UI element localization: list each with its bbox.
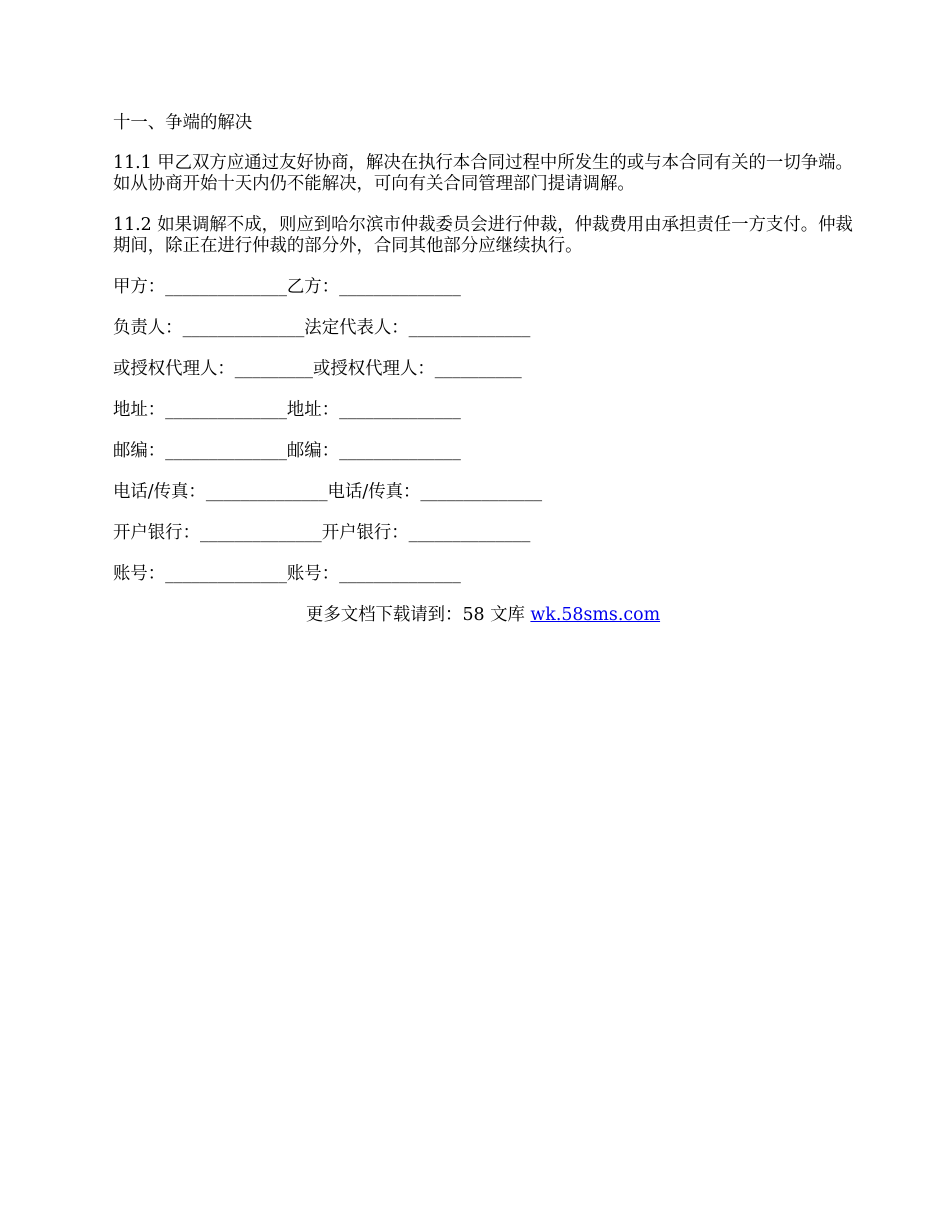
footer-link[interactable]: wk.58sms.com bbox=[530, 605, 661, 625]
field-postcode: 邮编：______________邮编：______________ bbox=[113, 441, 461, 461]
download-footer bbox=[113, 605, 853, 626]
field-authorized-agent: 或授权代理人：_________或授权代理人：__________ bbox=[113, 359, 522, 379]
clause-11-2: 11.2 如果调解不成，则应到哈尔滨市仲裁委员会进行仲裁，仲裁费用由承担责任一方支付。仲裁期间，除正在进行仲裁的部分外，合同其他部分应继续执行。 bbox=[113, 215, 853, 256]
field-address: 地址：______________地址：______________ bbox=[113, 400, 461, 420]
section-heading: 十一、争端的解决 bbox=[113, 113, 253, 133]
field-bank: 开户银行：______________开户银行：______________ bbox=[113, 523, 531, 543]
clause-11-1: 11.1 甲乙双方应通过友好协商，解决在执行本合同过程中所发生的或与本合同有关的一切争端。如从协商开始十天内仍不能解决，可向有关合同管理部门提请调解。 bbox=[113, 153, 853, 194]
field-party: 甲方：______________乙方：______________ bbox=[113, 277, 461, 297]
field-phone-fax: 电话/传真：______________电话/传真：______________ bbox=[113, 482, 543, 502]
field-account: 账号：______________账号：______________ bbox=[113, 564, 461, 584]
field-responsible-person: 负责人：______________法定代表人：______________ bbox=[113, 318, 531, 338]
document-page bbox=[113, 113, 853, 626]
footer-text: 更多文档下载请到：58 文库 bbox=[305, 605, 531, 625]
